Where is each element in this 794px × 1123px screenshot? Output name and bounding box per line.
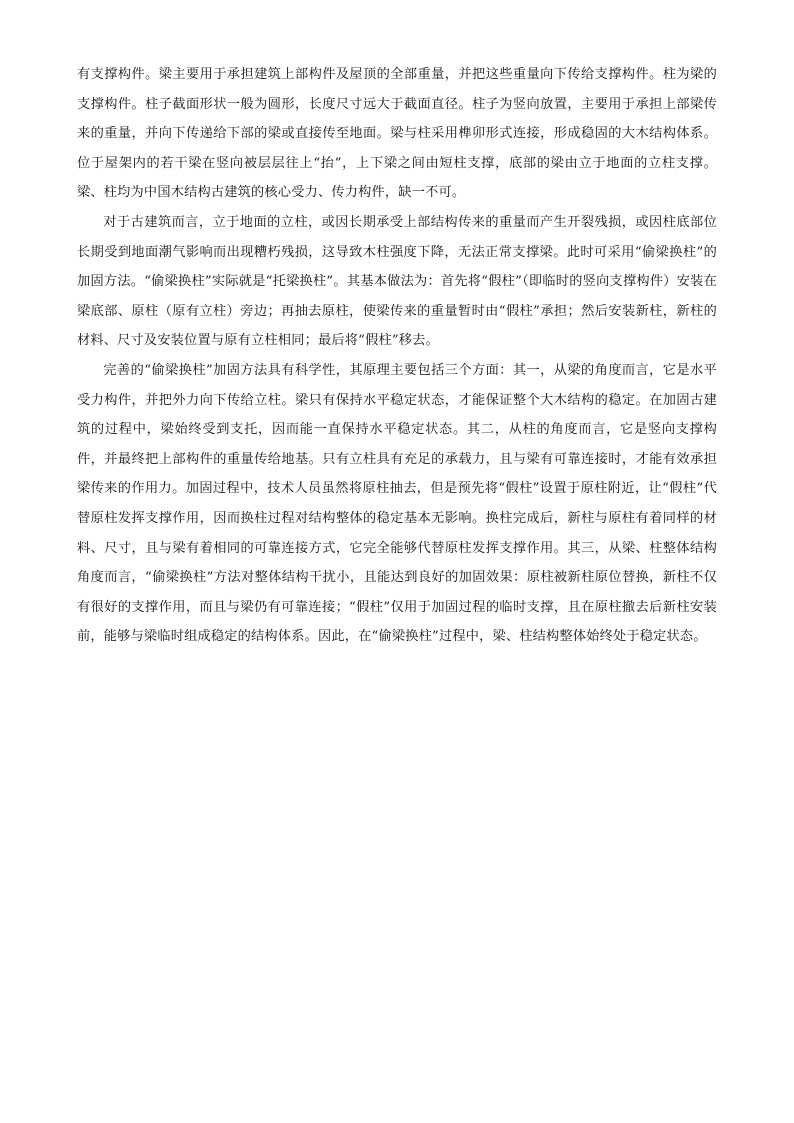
paragraph-principles: 完善的“偷梁换柱”加固方法具有科学性，其原理主要包括三个方面：其一，从梁的角度而言，它是水平受力构件，并把外力向下传给立柱。梁只有保持水平稳定状态，才能保证整个大木结构的稳定。在加固古建筑的过程中，梁始终受到支托，因而能一直保持水平稳定状态。其二，从柱的角度而言，它是竖向支撑构件，并最终把上部构件的重量传给地基。只有立柱具有充足的承载力，且与梁有可靠连接时，才能有效承担梁传来的作用力。加固过程中，技术人员虽然将原柱抽去，但是预先将“假柱”设置于原柱附近，让“假柱”代替原柱发挥支撑作用，因而换柱过程对结构整体的稳定基本无影响。换柱完成后，新柱与原柱有着同样的材料、尺寸，且与梁有着相同的可靠连接方式，它完全能够代替原柱发挥支撑作用。其三，从梁、柱整体结构角度而言，“偷梁换柱”方法对整体结构干扰小，且能达到良好的加固效果：原柱被新柱原位替换，新柱不仅有很好的支撑作用，而且与梁仍有可靠连接；“假柱”仅用于加固过程的临时支撑，且在原柱撤去后新柱安装前，能够与梁临时组成稳定的结构体系。因此，在“偷梁换柱”过程中，梁、柱结构整体始终处于稳定状态。	[77, 362, 717, 645]
paragraph-continuation: 有支撑构件。梁主要用于承担建筑上部构件及屋顶的全部重量，并把这些重量向下传给支撑构件。柱为梁的支撑构件。柱子截面形状一般为圆形，长度尺寸远大于截面直径。柱子为竖向放置，主要用于承担上部梁传来的重量，并向下传递给下部的梁或直接传至地面。梁与柱采用榫卯形式连接，形成稳固的大木结构体系。位于屋架内的若干梁在竖向被层层往上“抬”，上下梁之间由短柱支撑，底部的梁由立于地面的立柱支撑。梁、柱均为中国木结构古建筑的核心受力、传力构件，缺一不可。	[77, 67, 717, 201]
document-body	[77, 60, 717, 652]
paragraph-failure-and-method: 对于古建筑而言，立于地面的立柱，或因长期承受上部结构传来的重量而产生开裂残损，或因柱底部位长期受到地面潮气影响而出现糟朽残损，这导致木柱强度下降，无法正常支撑梁。此时可采用“偷梁换柱”的加固方法。“偷梁换柱”实际就是“托梁换柱”。其基本做法为：首先将“假柱”（即临时的竖向支撑构件）安装在梁底部、原柱（原有立柱）旁边；再抽去原柱，使梁传来的重量暂时由“假柱”承担；然后安装新柱，新柱的材料、尺寸及安装位置与原有立柱相同；最后将“假柱”移去。	[77, 214, 717, 349]
